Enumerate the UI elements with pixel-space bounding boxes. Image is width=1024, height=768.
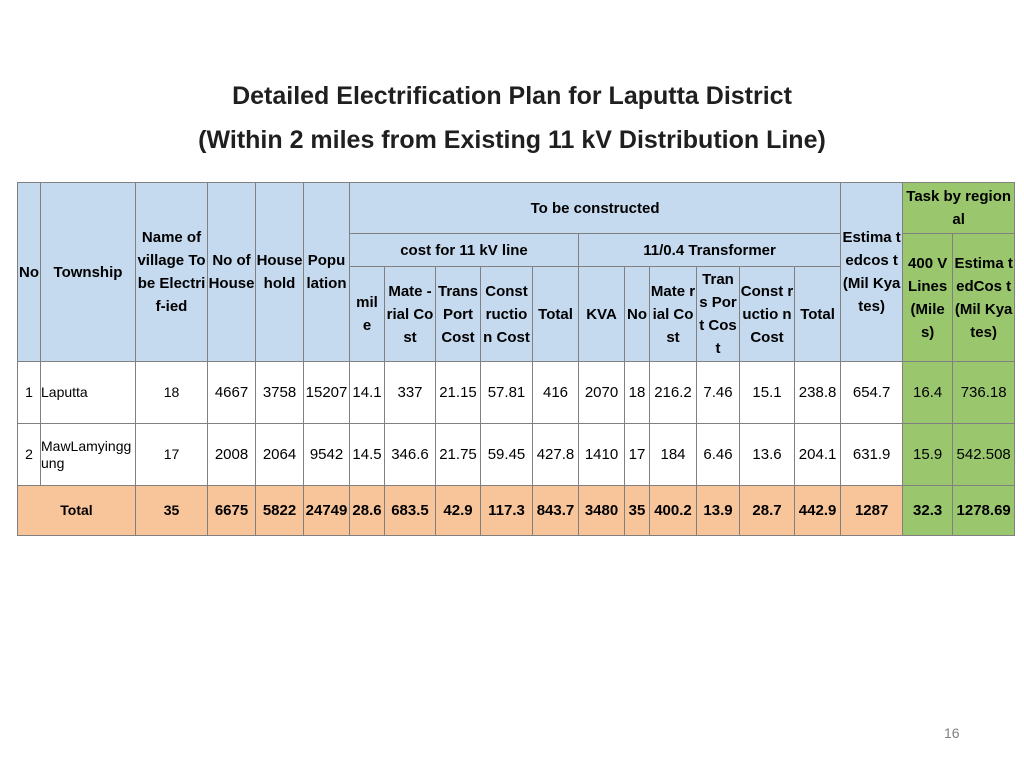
row-lines-400v: 16.4 — [903, 362, 953, 424]
total-material: 683.5 — [385, 486, 436, 536]
header-transformer: 11/0.4 Transformer — [579, 234, 841, 267]
row-tr-transport: 6.46 — [697, 424, 740, 486]
row-transport: 21.15 — [436, 362, 481, 424]
total-kva: 3480 — [579, 486, 625, 536]
header-construction-cost: Const ructio n Cost — [481, 267, 533, 362]
header-kva: KVA — [579, 267, 625, 362]
row-material: 337 — [385, 362, 436, 424]
header-to-be-constructed: To be constructed — [350, 183, 841, 234]
row-villages: 18 — [136, 362, 208, 424]
header-cost-11kv-line: cost for 11 kV line — [350, 234, 579, 267]
header-line-total: Total — [533, 267, 579, 362]
total-mile: 28.6 — [350, 486, 385, 536]
row-township: Laputta — [41, 362, 136, 424]
header-estimated-cost: Estima tedcos t (Mil Kyates) — [841, 183, 903, 362]
header-regional-estimated-cost: Estima tedCos t (Mil Kyates) — [953, 234, 1015, 362]
row-houses: 4667 — [208, 362, 256, 424]
row-mile: 14.1 — [350, 362, 385, 424]
header-material-cost: Mate - rial Cost — [385, 267, 436, 362]
total-construction: 117.3 — [481, 486, 533, 536]
total-tr-no: 35 — [625, 486, 650, 536]
total-household: 5822 — [256, 486, 304, 536]
total-lines-400v: 32.3 — [903, 486, 953, 536]
electrification-plan-table — [17, 182, 1015, 536]
row-tr-material: 184 — [650, 424, 697, 486]
row-no: 1 — [18, 362, 41, 424]
header-name-of-village: Name of village To be Electrif-ied — [136, 183, 208, 362]
slide-title: Detailed Electrification Plan for Laputta District — [232, 82, 792, 110]
header-tr-material-cost: Mate rial Cost — [650, 267, 697, 362]
header-transport-cost: Trans Port Cost — [436, 267, 481, 362]
header-400v-lines: 400 V Lines (Mile s) — [903, 234, 953, 362]
row-total: 427.8 — [533, 424, 579, 486]
table-row — [18, 424, 1015, 486]
row-houses: 2008 — [208, 424, 256, 486]
row-regional-cost: 736.18 — [953, 362, 1015, 424]
row-tr-total: 238.8 — [795, 362, 841, 424]
row-township: MawLamyinggung — [41, 424, 136, 486]
total-tr-total: 442.9 — [795, 486, 841, 536]
row-construction: 57.81 — [481, 362, 533, 424]
total-regional-cost: 1278.69 — [953, 486, 1015, 536]
row-tr-material: 216.2 — [650, 362, 697, 424]
total-tr-material: 400.2 — [650, 486, 697, 536]
row-tr-transport: 7.46 — [697, 362, 740, 424]
row-regional-cost: 542.508 — [953, 424, 1015, 486]
row-household: 2064 — [256, 424, 304, 486]
header-tr-total: Total — [795, 267, 841, 362]
header-task-by-regional: Task by regional — [903, 183, 1015, 234]
total-tr-transport: 13.9 — [697, 486, 740, 536]
header-tr-construction-cost: Const ructio n Cost — [740, 267, 795, 362]
row-kva: 1410 — [579, 424, 625, 486]
row-lines-400v: 15.9 — [903, 424, 953, 486]
row-est-cost: 631.9 — [841, 424, 903, 486]
row-tr-construction: 13.6 — [740, 424, 795, 486]
row-population: 15207 — [304, 362, 350, 424]
total-label: Total — [18, 486, 136, 536]
row-material: 346.6 — [385, 424, 436, 486]
row-tr-no: 17 — [625, 424, 650, 486]
total-houses: 6675 — [208, 486, 256, 536]
total-population: 24749 — [304, 486, 350, 536]
row-est-cost: 654.7 — [841, 362, 903, 424]
row-kva: 2070 — [579, 362, 625, 424]
row-tr-construction: 15.1 — [740, 362, 795, 424]
total-total: 843.7 — [533, 486, 579, 536]
header-tr-transport-cost: Tran s Port Cost — [697, 267, 740, 362]
total-tr-construction: 28.7 — [740, 486, 795, 536]
row-total: 416 — [533, 362, 579, 424]
total-villages: 35 — [136, 486, 208, 536]
row-villages: 17 — [136, 424, 208, 486]
header-township: Township — [41, 183, 136, 362]
header-no-of-house: No of House — [208, 183, 256, 362]
table-row — [18, 362, 1015, 424]
row-construction: 59.45 — [481, 424, 533, 486]
page-number: 16 — [944, 725, 960, 741]
row-no: 2 — [18, 424, 41, 486]
row-household: 3758 — [256, 362, 304, 424]
row-transport: 21.75 — [436, 424, 481, 486]
slide-subtitle: (Within 2 miles from Existing 11 kV Distribution Line) — [198, 126, 826, 154]
total-transport: 42.9 — [436, 486, 481, 536]
row-population: 9542 — [304, 424, 350, 486]
total-est-cost: 1287 — [841, 486, 903, 536]
header-no: No — [18, 183, 41, 362]
header-mile: mil e — [350, 267, 385, 362]
header-transformer-no: No — [625, 267, 650, 362]
row-tr-total: 204.1 — [795, 424, 841, 486]
header-population: Popu lation — [304, 183, 350, 362]
header-household: House hold — [256, 183, 304, 362]
row-mile: 14.5 — [350, 424, 385, 486]
total-row — [18, 486, 1015, 536]
row-tr-no: 18 — [625, 362, 650, 424]
